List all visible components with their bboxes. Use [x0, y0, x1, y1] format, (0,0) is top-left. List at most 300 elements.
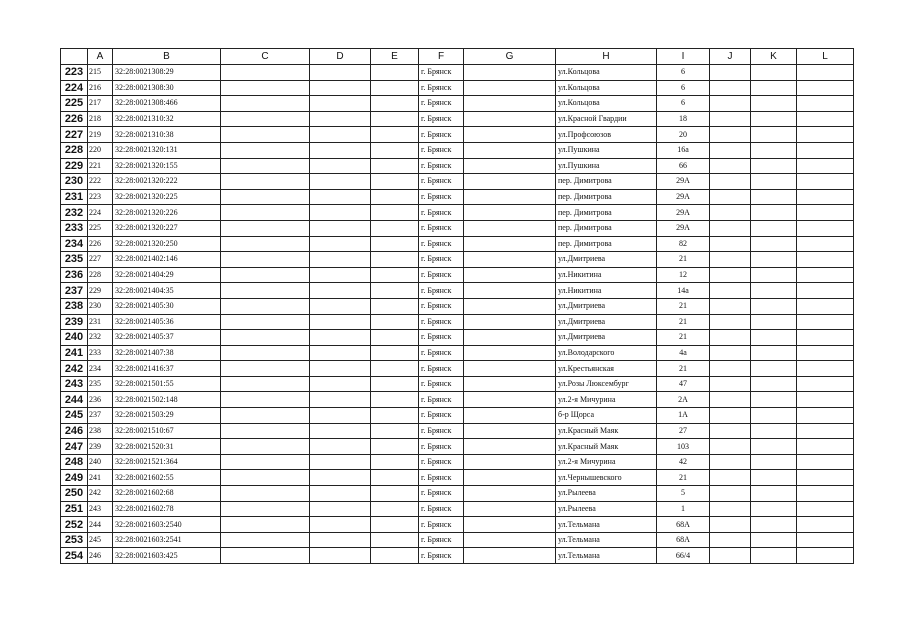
cell-c[interactable] [221, 158, 310, 174]
cell-e[interactable] [371, 454, 419, 470]
cell-k[interactable] [751, 298, 797, 314]
row-number[interactable]: 246 [61, 423, 88, 439]
cell-g[interactable] [464, 283, 556, 299]
cell-c[interactable] [221, 111, 310, 127]
row-number[interactable]: 248 [61, 454, 88, 470]
cell-g[interactable] [464, 314, 556, 330]
cell-c[interactable] [221, 174, 310, 190]
cell-b[interactable]: 32:28:0021407:38 [113, 345, 221, 361]
cell-d[interactable] [310, 486, 371, 502]
row-number[interactable]: 242 [61, 361, 88, 377]
cell-j[interactable] [710, 501, 751, 517]
cell-g[interactable] [464, 361, 556, 377]
cell-c[interactable] [221, 298, 310, 314]
cell-b[interactable]: 32:28:0021602:55 [113, 470, 221, 486]
cell-a[interactable]: 215 [88, 65, 113, 81]
column-header-a[interactable]: A [88, 49, 113, 65]
cell-a[interactable]: 235 [88, 376, 113, 392]
cell-a[interactable]: 237 [88, 408, 113, 424]
cell-i[interactable]: 6 [657, 80, 710, 96]
cell-h[interactable]: ул.Дмитриева [556, 252, 657, 268]
cell-i[interactable]: 4а [657, 345, 710, 361]
row-number[interactable]: 237 [61, 283, 88, 299]
cell-c[interactable] [221, 454, 310, 470]
cell-k[interactable] [751, 392, 797, 408]
cell-g[interactable] [464, 470, 556, 486]
cell-b[interactable]: 32:28:0021405:36 [113, 314, 221, 330]
cell-b[interactable]: 32:28:0021502:148 [113, 392, 221, 408]
cell-h[interactable]: ул.Чернышевского [556, 470, 657, 486]
row-number[interactable]: 241 [61, 345, 88, 361]
cell-e[interactable] [371, 376, 419, 392]
cell-k[interactable] [751, 517, 797, 533]
cell-b[interactable]: 32:28:0021510:67 [113, 423, 221, 439]
cell-b[interactable]: 32:28:0021405:30 [113, 298, 221, 314]
cell-g[interactable] [464, 548, 556, 564]
row-number[interactable]: 229 [61, 158, 88, 174]
cell-k[interactable] [751, 205, 797, 221]
cell-g[interactable] [464, 330, 556, 346]
cell-f[interactable]: г. Брянск [419, 189, 464, 205]
cell-f[interactable]: г. Брянск [419, 96, 464, 112]
cell-l[interactable] [797, 65, 854, 81]
cell-f[interactable]: г. Брянск [419, 236, 464, 252]
cell-a[interactable]: 219 [88, 127, 113, 143]
cell-g[interactable] [464, 174, 556, 190]
cell-j[interactable] [710, 65, 751, 81]
cell-a[interactable]: 224 [88, 205, 113, 221]
cell-h[interactable]: ул.Красной Гвардии [556, 111, 657, 127]
cell-h[interactable]: пер. Димитрова [556, 220, 657, 236]
cell-d[interactable] [310, 267, 371, 283]
cell-j[interactable] [710, 486, 751, 502]
cell-i[interactable]: 21 [657, 314, 710, 330]
row-number[interactable]: 239 [61, 314, 88, 330]
cell-h[interactable]: ул.Дмитриева [556, 314, 657, 330]
cell-k[interactable] [751, 267, 797, 283]
cell-l[interactable] [797, 517, 854, 533]
cell-k[interactable] [751, 486, 797, 502]
cell-b[interactable]: 32:28:0021404:29 [113, 267, 221, 283]
cell-g[interactable] [464, 345, 556, 361]
cell-g[interactable] [464, 252, 556, 268]
cell-b[interactable]: 32:28:0021503:29 [113, 408, 221, 424]
cell-i[interactable]: 14а [657, 283, 710, 299]
cell-i[interactable]: 47 [657, 376, 710, 392]
cell-d[interactable] [310, 205, 371, 221]
column-header-i[interactable]: I [657, 49, 710, 65]
cell-i[interactable]: 20 [657, 127, 710, 143]
cell-b[interactable]: 32:28:0021308:30 [113, 80, 221, 96]
cell-g[interactable] [464, 142, 556, 158]
cell-c[interactable] [221, 423, 310, 439]
cell-c[interactable] [221, 470, 310, 486]
cell-b[interactable]: 32:28:0021501:55 [113, 376, 221, 392]
column-header-c[interactable]: C [221, 49, 310, 65]
row-number[interactable]: 244 [61, 392, 88, 408]
row-number[interactable]: 252 [61, 517, 88, 533]
cell-l[interactable] [797, 532, 854, 548]
cell-c[interactable] [221, 314, 310, 330]
cell-f[interactable]: г. Брянск [419, 127, 464, 143]
cell-i[interactable]: 16а [657, 142, 710, 158]
cell-g[interactable] [464, 205, 556, 221]
cell-h[interactable]: ул.Кольцова [556, 80, 657, 96]
cell-g[interactable] [464, 158, 556, 174]
column-header-d[interactable]: D [310, 49, 371, 65]
row-number[interactable]: 238 [61, 298, 88, 314]
cell-k[interactable] [751, 80, 797, 96]
cell-b[interactable]: 32:28:0021520:31 [113, 439, 221, 455]
column-header-h[interactable]: H [556, 49, 657, 65]
cell-b[interactable]: 32:28:0021404:35 [113, 283, 221, 299]
cell-d[interactable] [310, 532, 371, 548]
cell-k[interactable] [751, 127, 797, 143]
row-number[interactable]: 223 [61, 65, 88, 81]
column-header-l[interactable]: L [797, 49, 854, 65]
cell-k[interactable] [751, 236, 797, 252]
cell-a[interactable]: 232 [88, 330, 113, 346]
row-number[interactable]: 254 [61, 548, 88, 564]
cell-h[interactable]: ул.Рылеева [556, 486, 657, 502]
cell-i[interactable]: 66 [657, 158, 710, 174]
cell-k[interactable] [751, 501, 797, 517]
cell-j[interactable] [710, 96, 751, 112]
cell-j[interactable] [710, 158, 751, 174]
cell-f[interactable]: г. Брянск [419, 298, 464, 314]
cell-i[interactable]: 1А [657, 408, 710, 424]
cell-i[interactable]: 103 [657, 439, 710, 455]
cell-h[interactable]: ул.Красный Маяк [556, 423, 657, 439]
cell-l[interactable] [797, 174, 854, 190]
cell-j[interactable] [710, 470, 751, 486]
cell-b[interactable]: 32:28:0021320:227 [113, 220, 221, 236]
cell-j[interactable] [710, 174, 751, 190]
cell-j[interactable] [710, 283, 751, 299]
cell-d[interactable] [310, 361, 371, 377]
row-number[interactable]: 236 [61, 267, 88, 283]
cell-a[interactable]: 233 [88, 345, 113, 361]
cell-k[interactable] [751, 532, 797, 548]
cell-j[interactable] [710, 330, 751, 346]
column-header-f[interactable]: F [419, 49, 464, 65]
cell-i[interactable]: 68А [657, 532, 710, 548]
cell-d[interactable] [310, 283, 371, 299]
cell-k[interactable] [751, 142, 797, 158]
cell-l[interactable] [797, 345, 854, 361]
cell-k[interactable] [751, 111, 797, 127]
cell-k[interactable] [751, 314, 797, 330]
cell-j[interactable] [710, 252, 751, 268]
cell-g[interactable] [464, 439, 556, 455]
cell-f[interactable]: г. Брянск [419, 267, 464, 283]
cell-c[interactable] [221, 205, 310, 221]
cell-c[interactable] [221, 189, 310, 205]
cell-l[interactable] [797, 548, 854, 564]
cell-l[interactable] [797, 486, 854, 502]
cell-b[interactable]: 32:28:0021310:32 [113, 111, 221, 127]
cell-d[interactable] [310, 454, 371, 470]
cell-f[interactable]: г. Брянск [419, 439, 464, 455]
cell-c[interactable] [221, 330, 310, 346]
cell-c[interactable] [221, 142, 310, 158]
row-number[interactable]: 232 [61, 205, 88, 221]
cell-l[interactable] [797, 298, 854, 314]
cell-j[interactable] [710, 548, 751, 564]
cell-g[interactable] [464, 486, 556, 502]
cell-c[interactable] [221, 65, 310, 81]
cell-f[interactable]: г. Брянск [419, 548, 464, 564]
cell-i[interactable]: 29А [657, 220, 710, 236]
cell-l[interactable] [797, 96, 854, 112]
cell-c[interactable] [221, 439, 310, 455]
cell-a[interactable]: 217 [88, 96, 113, 112]
cell-d[interactable] [310, 80, 371, 96]
cell-i[interactable]: 29А [657, 205, 710, 221]
cell-i[interactable]: 29А [657, 189, 710, 205]
cell-f[interactable]: г. Брянск [419, 423, 464, 439]
cell-f[interactable]: г. Брянск [419, 501, 464, 517]
cell-d[interactable] [310, 96, 371, 112]
cell-a[interactable]: 243 [88, 501, 113, 517]
cell-a[interactable]: 225 [88, 220, 113, 236]
cell-b[interactable]: 32:28:0021320:222 [113, 174, 221, 190]
cell-g[interactable] [464, 408, 556, 424]
cell-k[interactable] [751, 376, 797, 392]
cell-d[interactable] [310, 220, 371, 236]
cell-j[interactable] [710, 517, 751, 533]
cell-l[interactable] [797, 408, 854, 424]
cell-f[interactable]: г. Брянск [419, 408, 464, 424]
cell-a[interactable]: 242 [88, 486, 113, 502]
cell-f[interactable]: г. Брянск [419, 205, 464, 221]
cell-j[interactable] [710, 392, 751, 408]
cell-k[interactable] [751, 361, 797, 377]
cell-l[interactable] [797, 376, 854, 392]
cell-b[interactable]: 32:28:0021320:155 [113, 158, 221, 174]
cell-c[interactable] [221, 267, 310, 283]
cell-k[interactable] [751, 252, 797, 268]
cell-e[interactable] [371, 548, 419, 564]
cell-j[interactable] [710, 220, 751, 236]
cell-c[interactable] [221, 220, 310, 236]
cell-c[interactable] [221, 127, 310, 143]
cell-c[interactable] [221, 283, 310, 299]
cell-a[interactable]: 227 [88, 252, 113, 268]
cell-i[interactable]: 21 [657, 252, 710, 268]
cell-g[interactable] [464, 423, 556, 439]
cell-a[interactable]: 239 [88, 439, 113, 455]
row-number[interactable]: 226 [61, 111, 88, 127]
cell-l[interactable] [797, 439, 854, 455]
cell-b[interactable]: 32:28:0021308:29 [113, 65, 221, 81]
cell-f[interactable]: г. Брянск [419, 283, 464, 299]
cell-e[interactable] [371, 158, 419, 174]
cell-k[interactable] [751, 548, 797, 564]
cell-b[interactable]: 32:28:0021602:78 [113, 501, 221, 517]
cell-d[interactable] [310, 423, 371, 439]
cell-h[interactable]: ул.Никитина [556, 267, 657, 283]
cell-h[interactable]: пер. Димитрова [556, 174, 657, 190]
cell-b[interactable]: 32:28:0021602:68 [113, 486, 221, 502]
cell-j[interactable] [710, 236, 751, 252]
cell-b[interactable]: 32:28:0021310:38 [113, 127, 221, 143]
cell-l[interactable] [797, 283, 854, 299]
cell-c[interactable] [221, 236, 310, 252]
cell-c[interactable] [221, 80, 310, 96]
cell-l[interactable] [797, 361, 854, 377]
cell-l[interactable] [797, 470, 854, 486]
cell-j[interactable] [710, 454, 751, 470]
cell-e[interactable] [371, 532, 419, 548]
cell-g[interactable] [464, 220, 556, 236]
cell-i[interactable]: 66/4 [657, 548, 710, 564]
cell-d[interactable] [310, 189, 371, 205]
cell-j[interactable] [710, 111, 751, 127]
cell-j[interactable] [710, 314, 751, 330]
cell-b[interactable]: 32:28:0021320:250 [113, 236, 221, 252]
cell-l[interactable] [797, 501, 854, 517]
cell-i[interactable]: 68А [657, 517, 710, 533]
cell-l[interactable] [797, 392, 854, 408]
cell-g[interactable] [464, 80, 556, 96]
cell-c[interactable] [221, 345, 310, 361]
cell-i[interactable]: 27 [657, 423, 710, 439]
cell-l[interactable] [797, 205, 854, 221]
cell-g[interactable] [464, 392, 556, 408]
row-number[interactable]: 247 [61, 439, 88, 455]
corner-header[interactable] [61, 49, 88, 65]
cell-d[interactable] [310, 314, 371, 330]
cell-f[interactable]: г. Брянск [419, 345, 464, 361]
cell-f[interactable]: г. Брянск [419, 330, 464, 346]
cell-j[interactable] [710, 80, 751, 96]
cell-j[interactable] [710, 127, 751, 143]
cell-j[interactable] [710, 439, 751, 455]
row-number[interactable]: 231 [61, 189, 88, 205]
cell-b[interactable]: 32:28:0021521:364 [113, 454, 221, 470]
cell-f[interactable]: г. Брянск [419, 174, 464, 190]
cell-l[interactable] [797, 236, 854, 252]
cell-a[interactable]: 246 [88, 548, 113, 564]
cell-i[interactable]: 1 [657, 501, 710, 517]
cell-g[interactable] [464, 189, 556, 205]
cell-l[interactable] [797, 314, 854, 330]
cell-e[interactable] [371, 80, 419, 96]
cell-l[interactable] [797, 267, 854, 283]
cell-l[interactable] [797, 142, 854, 158]
cell-h[interactable]: ул.Володарского [556, 345, 657, 361]
cell-h[interactable]: ул.Кольцова [556, 96, 657, 112]
cell-a[interactable]: 228 [88, 267, 113, 283]
cell-g[interactable] [464, 236, 556, 252]
row-number[interactable]: 253 [61, 532, 88, 548]
cell-e[interactable] [371, 408, 419, 424]
cell-j[interactable] [710, 376, 751, 392]
row-number[interactable]: 224 [61, 80, 88, 96]
cell-b[interactable]: 32:28:0021402:146 [113, 252, 221, 268]
cell-d[interactable] [310, 252, 371, 268]
cell-d[interactable] [310, 330, 371, 346]
cell-a[interactable]: 229 [88, 283, 113, 299]
cell-j[interactable] [710, 298, 751, 314]
cell-a[interactable]: 220 [88, 142, 113, 158]
cell-b[interactable]: 32:28:0021320:226 [113, 205, 221, 221]
column-header-g[interactable]: G [464, 49, 556, 65]
row-number[interactable]: 227 [61, 127, 88, 143]
cell-k[interactable] [751, 423, 797, 439]
cell-k[interactable] [751, 220, 797, 236]
cell-h[interactable]: ул.Дмитриева [556, 330, 657, 346]
cell-g[interactable] [464, 376, 556, 392]
cell-e[interactable] [371, 111, 419, 127]
cell-b[interactable]: 32:28:0021603:425 [113, 548, 221, 564]
cell-h[interactable]: ул.Рылеева [556, 501, 657, 517]
cell-h[interactable]: ул.Кольцова [556, 65, 657, 81]
cell-b[interactable]: 32:28:0021320:131 [113, 142, 221, 158]
cell-l[interactable] [797, 252, 854, 268]
cell-j[interactable] [710, 408, 751, 424]
row-number[interactable]: 250 [61, 486, 88, 502]
cell-j[interactable] [710, 205, 751, 221]
cell-i[interactable]: 18 [657, 111, 710, 127]
cell-f[interactable]: г. Брянск [419, 111, 464, 127]
cell-e[interactable] [371, 205, 419, 221]
row-number[interactable]: 235 [61, 252, 88, 268]
cell-f[interactable]: г. Брянск [419, 486, 464, 502]
cell-h[interactable]: б-р Щорса [556, 408, 657, 424]
cell-a[interactable]: 234 [88, 361, 113, 377]
row-number[interactable]: 233 [61, 220, 88, 236]
cell-a[interactable]: 245 [88, 532, 113, 548]
cell-h[interactable]: ул.Пушкина [556, 158, 657, 174]
cell-h[interactable]: ул.2-я Мичурина [556, 392, 657, 408]
cell-f[interactable]: г. Брянск [419, 454, 464, 470]
cell-h[interactable]: ул.Тельмана [556, 548, 657, 564]
cell-a[interactable]: 222 [88, 174, 113, 190]
cell-l[interactable] [797, 423, 854, 439]
cell-d[interactable] [310, 392, 371, 408]
cell-a[interactable]: 223 [88, 189, 113, 205]
cell-e[interactable] [371, 439, 419, 455]
cell-d[interactable] [310, 298, 371, 314]
cell-e[interactable] [371, 501, 419, 517]
cell-c[interactable] [221, 252, 310, 268]
cell-e[interactable] [371, 470, 419, 486]
cell-c[interactable] [221, 532, 310, 548]
cell-g[interactable] [464, 532, 556, 548]
cell-d[interactable] [310, 501, 371, 517]
cell-j[interactable] [710, 189, 751, 205]
cell-j[interactable] [710, 142, 751, 158]
cell-k[interactable] [751, 96, 797, 112]
cell-e[interactable] [371, 267, 419, 283]
cell-a[interactable]: 241 [88, 470, 113, 486]
cell-k[interactable] [751, 345, 797, 361]
cell-e[interactable] [371, 345, 419, 361]
cell-k[interactable] [751, 470, 797, 486]
cell-a[interactable]: 230 [88, 298, 113, 314]
cell-k[interactable] [751, 283, 797, 299]
cell-e[interactable] [371, 189, 419, 205]
cell-i[interactable]: 21 [657, 330, 710, 346]
cell-a[interactable]: 216 [88, 80, 113, 96]
cell-d[interactable] [310, 127, 371, 143]
cell-g[interactable] [464, 298, 556, 314]
cell-a[interactable]: 236 [88, 392, 113, 408]
cell-k[interactable] [751, 408, 797, 424]
cell-e[interactable] [371, 236, 419, 252]
